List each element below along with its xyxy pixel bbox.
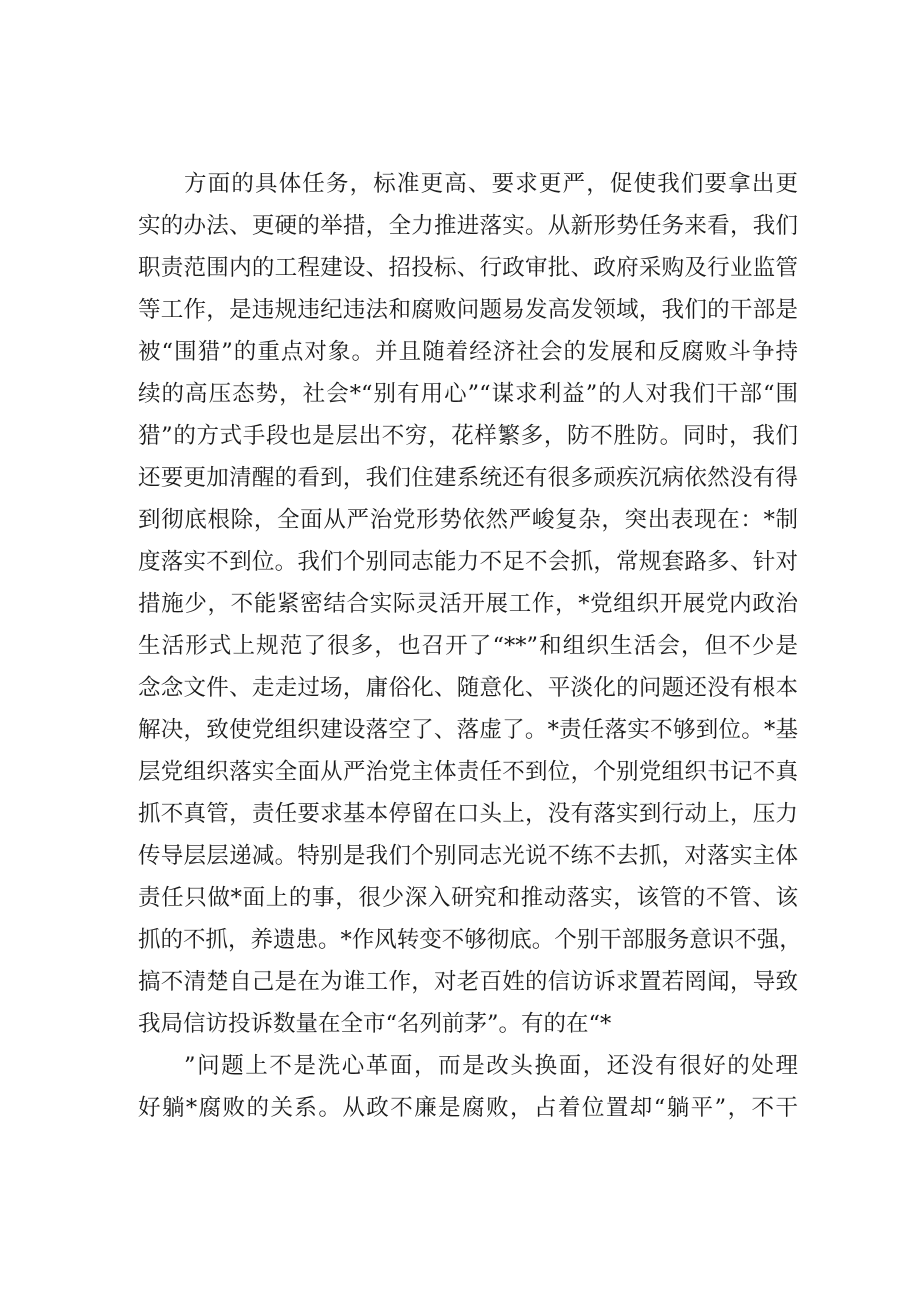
paragraph-line: 传导层层递减。特别是我们个别同志光说不练不去抓，对落实主体: [138, 843, 798, 869]
paragraph-line: 搞不清楚自己是在为谁工作，对老百姓的信访诉求置若罔闻，导致: [138, 969, 798, 995]
paragraph-line: 好躺*腐败的关系。从政不廉是腐败，占着位置却“躺平”，不干: [138, 1095, 798, 1121]
paragraph-line: 猎”的方式手段也是层出不穷，花样繁多，防不胜防。同时，我们: [138, 423, 798, 449]
paragraph-line: 方面的具体任务，标准更高、要求更严，促使我们要拿出更: [184, 171, 798, 197]
paragraph-line: 责任只做*面上的事，很少深入研究和推动落实，该管的不管、该: [138, 885, 798, 911]
paragraph-line: 我局信访投诉数量在全市“名列前茅”。有的在“*: [138, 1011, 612, 1037]
paragraph-line: 到彻底根除，全面从严治党形势依然严峻复杂，突出表现在：*制: [138, 507, 798, 533]
paragraph-line: 层党组织落实全面从严治党主体责任不到位，个别党组织书记不真: [138, 759, 798, 785]
paragraph-line: 解决，致使党组织建设落空了、落虚了。*责任落实不够到位。*基: [138, 717, 798, 743]
paragraph-line: 度落实不到位。我们个别同志能力不足不会抓，常规套路多、针对: [138, 549, 798, 575]
paragraph-line: 念念文件、走走过场，庸俗化、随意化、平淡化的问题还没有根本: [138, 675, 798, 701]
paragraph-line: 等工作，是违规违纪违法和腐败问题易发高发领域，我们的干部是: [138, 297, 798, 323]
paragraph-line: 措施少，不能紧密结合实际灵活开展工作，*党组织开展党内政治: [138, 591, 798, 617]
paragraph-line: 抓不真管，责任要求基本停留在口头上，没有落实到行动上，压力: [138, 801, 798, 827]
paragraph-line: 还要更加清醒的看到，我们住建系统还有很多顽疾沉病依然没有得: [138, 465, 798, 491]
paragraph-line: 生活形式上规范了很多，也召开了“**”和组织生活会，但不少是: [138, 633, 798, 659]
paragraph-line: ”问题上不是洗心革面，而是改头换面，还没有很好的处理: [184, 1053, 798, 1079]
paragraph-line: 被“围猎”的重点对象。并且随着经济社会的发展和反腐败斗争持: [138, 339, 798, 365]
paragraph-line: 抓的不抓，养遗患。*作风转变不够彻底。个别干部服务意识不强，: [138, 927, 802, 953]
paragraph-line: 职责范围内的工程建设、招投标、行政审批、政府采购及行业监管: [138, 255, 798, 281]
paragraph-line: 续的高压态势，社会*“别有用心”“谋求利益”的人对我们干部“围: [138, 381, 798, 407]
paragraph-line: 实的办法、更硬的举措，全力推进落实。从新形势任务来看，我们: [138, 213, 798, 239]
